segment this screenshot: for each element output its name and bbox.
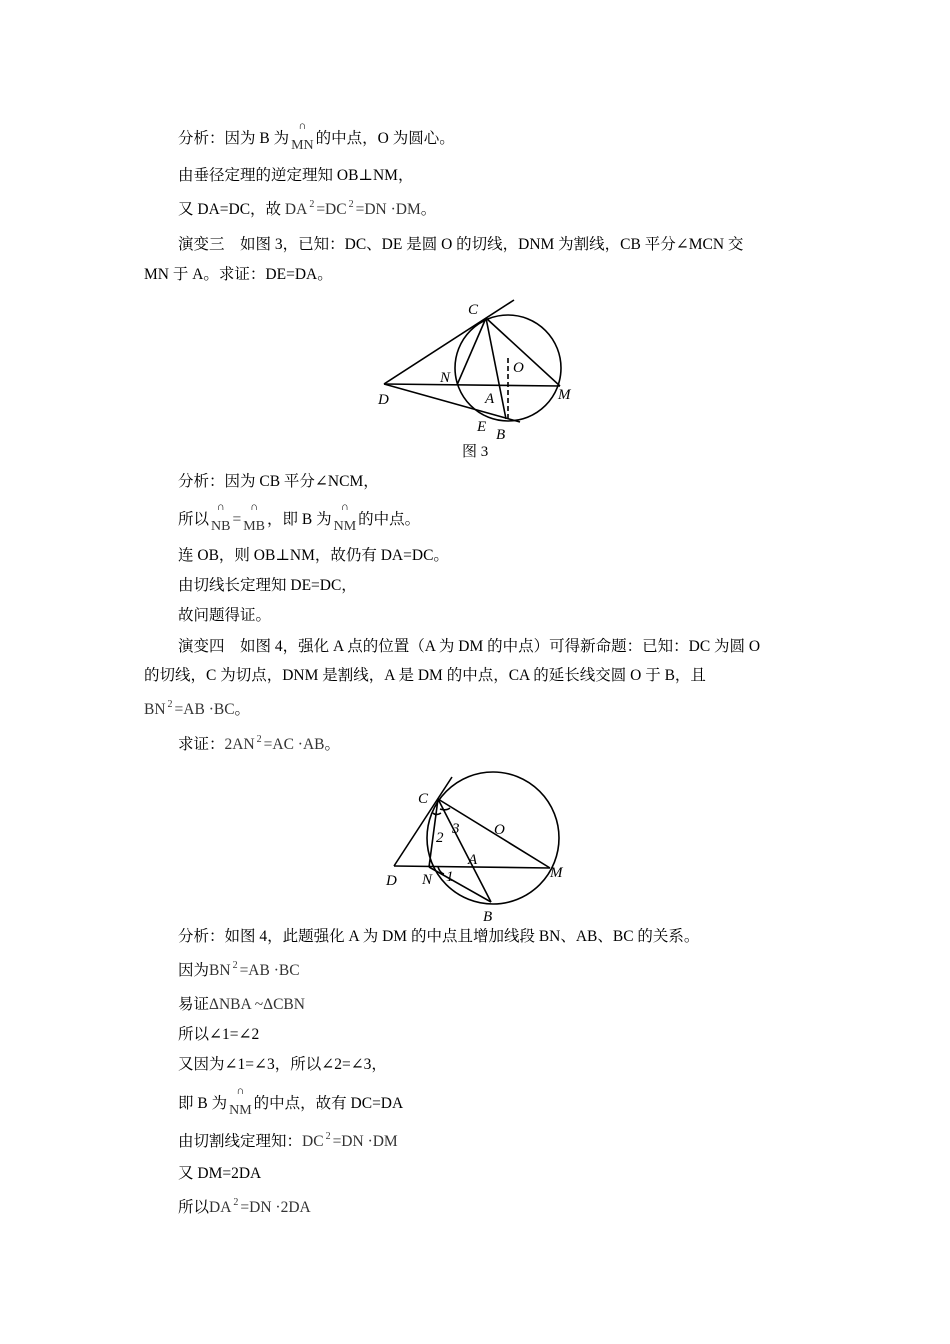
label-d: D <box>386 873 397 889</box>
label-m: M <box>550 865 563 881</box>
text: 易证 <box>178 996 210 1013</box>
analysis4-line-5: 又因为∠1=∠3，所以∠2=∠3， <box>178 1056 387 1073</box>
arc-label: MN <box>291 138 314 153</box>
text: 求证： <box>178 736 225 753</box>
angle-mark-2 <box>433 813 441 815</box>
math-term: =DN ·DM <box>332 1133 398 1150</box>
text: 所以 <box>178 511 210 528</box>
label-a: A <box>468 852 478 868</box>
superscript: 2 <box>348 199 354 210</box>
variation3-line-2: MN 于 A。求证：DE=DA。 <box>144 266 333 283</box>
analysis-line-2: 由垂径定理的逆定理知 OB⊥NM， <box>178 167 414 184</box>
variation4-line-3 <box>144 699 250 723</box>
analysis4-line-3 <box>178 994 305 1016</box>
prove-line <box>178 734 340 758</box>
math-term: =AB ·BC <box>239 962 300 979</box>
arc-label: NM <box>229 1103 252 1118</box>
text: 由切割线定理知： <box>178 1133 303 1150</box>
arc-symbol: ∩ <box>250 501 259 513</box>
equals: = <box>232 511 242 528</box>
label-o: O <box>513 360 524 376</box>
analysis4-line-8: 又 DM=2DA <box>178 1165 262 1182</box>
figure-3-diagram <box>370 293 610 443</box>
analysis3-line-5: 故问题得证。 <box>178 607 272 624</box>
text: 因为 <box>178 962 210 979</box>
text: 即 B 为 <box>178 1095 228 1112</box>
label-o: O <box>494 822 505 838</box>
label-m: M <box>558 387 571 403</box>
text: 。 <box>234 701 251 718</box>
superscript: 2 <box>309 199 315 210</box>
label-c: C <box>418 791 429 807</box>
math-term: =AB ·BC <box>174 701 235 718</box>
superscript: 2 <box>232 960 238 971</box>
superscript: 2 <box>256 734 262 745</box>
math-term: BN <box>144 701 166 718</box>
math-term: DC <box>302 1133 324 1150</box>
analysis-line-3 <box>178 199 436 223</box>
arc-mb <box>243 501 266 538</box>
math-term: DA <box>209 1199 232 1216</box>
text: 所以 <box>178 1199 210 1216</box>
math-term: BN <box>209 962 231 979</box>
figure-3-caption: 图 3 <box>462 444 489 460</box>
arc-symbol: ∩ <box>236 1085 245 1097</box>
secant-dnm <box>384 384 560 386</box>
text: 又 DA=DC，故 <box>178 201 282 218</box>
superscript: 2 <box>233 1197 239 1208</box>
angle-mark-3 <box>440 808 450 810</box>
text: 的中点，故有 DC=DA <box>253 1095 404 1112</box>
label-n: N <box>422 872 433 888</box>
label-b: B <box>483 909 493 925</box>
label-n: N <box>440 370 451 386</box>
label-b: B <box>496 427 506 443</box>
variation4-line-1: 演变四 如图 4，强化 A 点的位置（A 为 DM 的中点）可得新命题：已知：DC 为圆 O <box>178 638 761 655</box>
superscript: 2 <box>325 1131 331 1142</box>
label-angle-3: 3 <box>452 821 460 837</box>
variation3-line-1: 演变三 如图 3，已知：DC、DE 是圆 O 的切线，DNM 为割线，CB 平分∠MCN 交 <box>178 236 744 253</box>
analysis3-line-1: 分析：因为 CB 平分∠NCM， <box>178 473 379 490</box>
math-term: =DN ·2DA <box>240 1199 311 1216</box>
analysis3-line-4: 由切线长定理知 DE=DC， <box>178 577 357 594</box>
superscript: 2 <box>167 699 173 710</box>
figure-4-diagram <box>378 767 578 927</box>
label-a: A <box>485 391 495 407</box>
text: 分析：因为 B 为 <box>178 130 290 147</box>
text: 的中点，O 为圆心。 <box>315 130 455 147</box>
label-angle-1: 1 <box>446 869 454 885</box>
arc-nm <box>229 1085 252 1122</box>
analysis4-line-7 <box>178 1131 398 1155</box>
arc-nb <box>211 501 231 538</box>
math-term: 2AN <box>224 736 255 753</box>
math-term: ΔNBA ~ΔCBN <box>209 996 305 1013</box>
analysis4-line-9 <box>178 1197 311 1221</box>
math-term: =DC <box>316 201 347 218</box>
analysis4-line-1: 分析：如图 4，此题强化 A 为 DM 的中点且增加线段 BN、AB、BC 的关系。 <box>178 928 700 945</box>
analysis4-line-2 <box>178 960 300 984</box>
text: 。 <box>420 201 437 218</box>
text: 的中点。 <box>358 511 421 528</box>
math-term: =AC ·AB <box>263 736 325 753</box>
arc-label: MB <box>243 519 266 534</box>
label-angle-2: 2 <box>436 830 444 846</box>
arc-nm <box>333 501 357 538</box>
text: 。 <box>324 736 341 753</box>
analysis4-line-6 <box>178 1085 404 1122</box>
arc-label: NB <box>211 519 231 534</box>
label-e: E <box>477 419 487 435</box>
label-d: D <box>378 392 389 408</box>
arc-symbol: ∩ <box>340 501 349 513</box>
analysis3-line-2 <box>178 501 421 538</box>
variation4-line-2: 的切线，C 为切点，DNM 是割线，A 是 DM 的中点，CA 的延长线交圆 O 于 B，且 <box>144 667 706 684</box>
text: ，即 B 为 <box>267 511 332 528</box>
math-term: =DN ·DM <box>355 201 421 218</box>
analysis-line-1 <box>178 120 455 157</box>
analysis3-line-3: 连 OB，则 OB⊥NM，故仍有 DA=DC。 <box>178 547 449 564</box>
label-c: C <box>468 302 479 318</box>
analysis4-line-4: 所以∠1=∠2 <box>178 1026 260 1043</box>
arc-label: NM <box>333 519 357 534</box>
arc-mn <box>291 120 314 157</box>
arc-symbol: ∩ <box>216 501 225 513</box>
arc-symbol: ∩ <box>298 120 307 132</box>
math-term: DA <box>284 201 308 218</box>
